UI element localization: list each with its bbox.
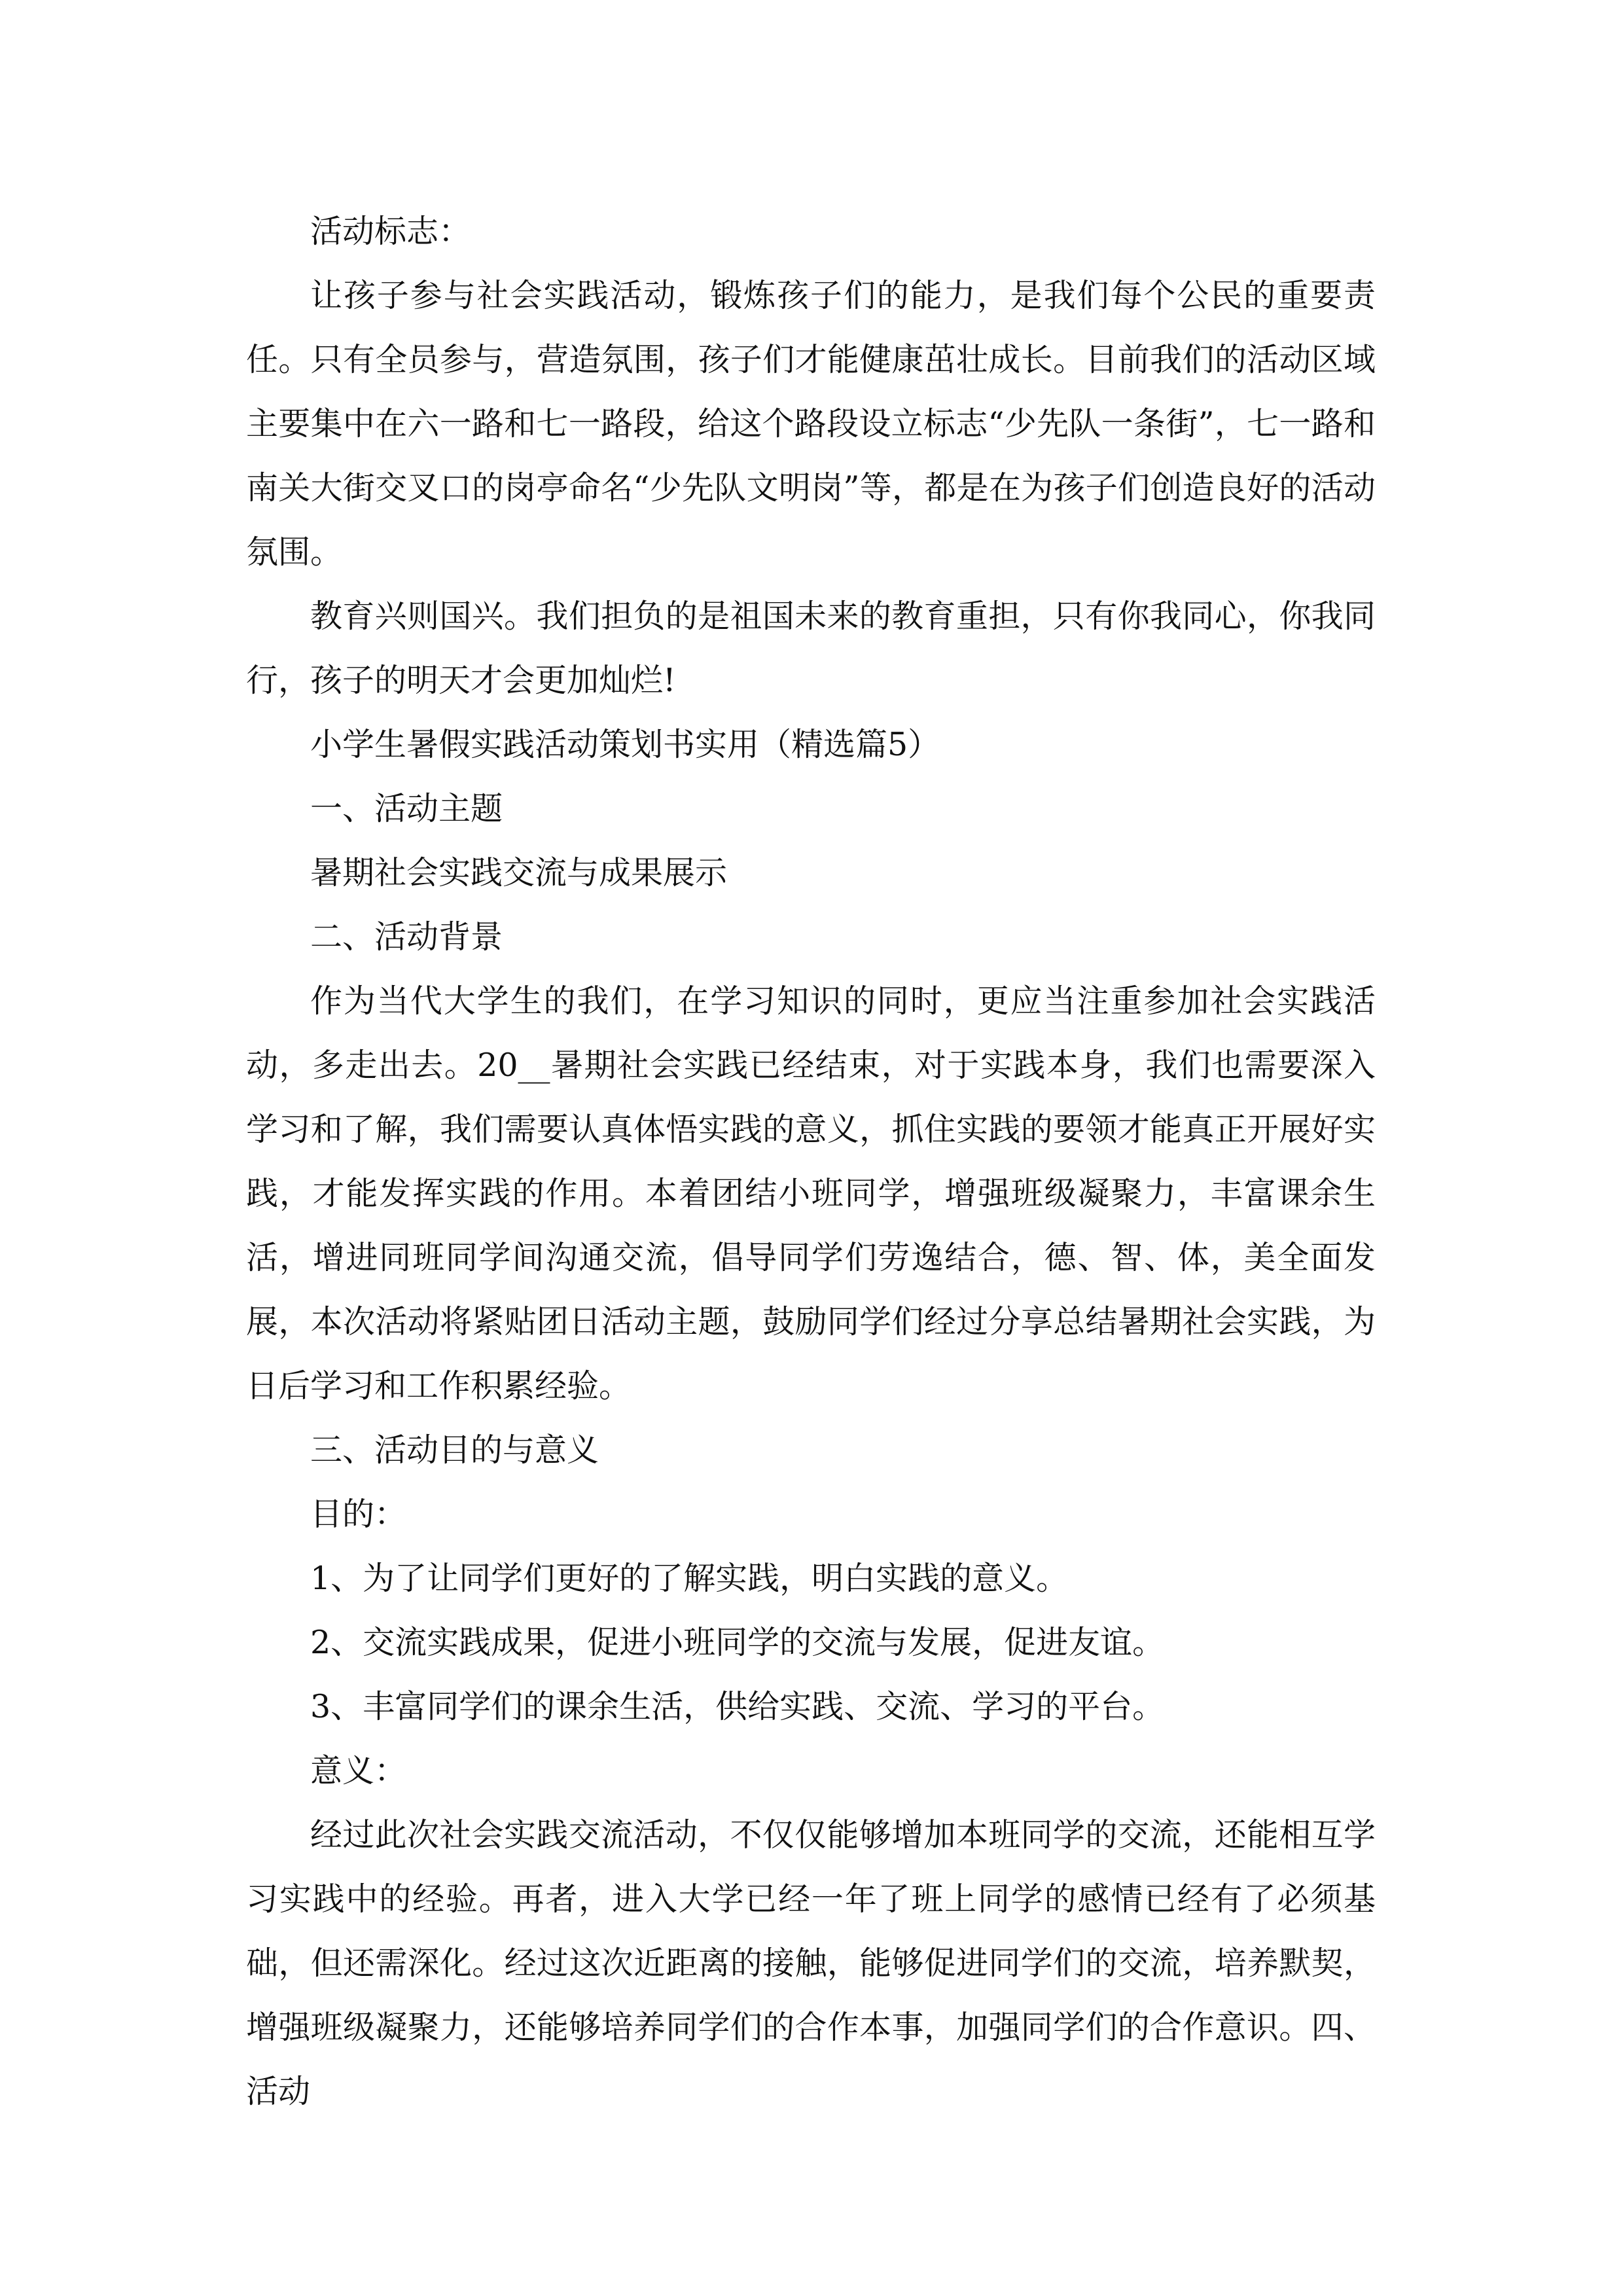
heading-purpose-significance: 三、活动目的与意义 [310, 1431, 599, 1469]
section-title-plan-5: 小学生暑假实践活动策划书实用（精选篇5） [310, 726, 940, 763]
paragraph-significance-body: 经过此次社会实践交流活动，不仅仅能够增加本班同学的交流，还能相互学习实践中的经验。再者，进入大学已经一年了班上同学的感情已经有了必须基础，但还需深化。经过这次近距离的接触，能够促进同学们的交流，培养默契，增强班级凝聚力，还能够培养同学们的合作本事，加强同学们的合作意识。四、活动 [246, 1816, 1376, 2110]
document-body [246, 200, 1376, 2124]
paragraph-theme-text: 暑期社会实践交流与成果展示 [310, 854, 728, 891]
purpose-item-2: 2、交流实践成果，促进小班同学的交流与发展，促进友谊。 [310, 1624, 1165, 1661]
heading-activity-background: 二、活动背景 [310, 918, 503, 956]
purpose-item-1: 1、为了让同学们更好的了解实践，明白实践的意义。 [310, 1560, 1069, 1597]
paragraph-activity-sign-body: 让孩子参与社会实践活动，锻炼孩子们的能力，是我们每个公民的重要责任。只有全员参与，营造氛围，孩子们才能健康茁壮成长。目前我们的活动区域主要集中在六一路和七一路段，给这个路段设立标志“少先队一条街”，七一路和南关大街交叉口的岗亭命名“少先队文明岗”等，都是在为孩子们创造良好的活动氛围。 [246, 277, 1376, 571]
purpose-item-3: 3、丰富同学们的课余生活，供给实践、交流、学习的平台。 [310, 1688, 1165, 1725]
paragraph-education-prospers: 教育兴则国兴。我们担负的是祖国未来的教育重担，只有你我同心，你我同行，孩子的明天才会更加灿烂! [246, 598, 1376, 699]
heading-activity-theme: 一、活动主题 [310, 790, 503, 827]
paragraph-activity-sign-label: 活动标志： [310, 213, 471, 250]
label-purpose: 目的： [310, 1496, 407, 1533]
label-significance: 意义： [310, 1752, 407, 1789]
paragraph-background-body: 作为当代大学生的我们，在学习知识的同时，更应当注重参加社会实践活动，多走出去。20__暑期社会实践已经结束，对于实践本身，我们也需要深入学习和了解，我们需要认真体悟实践的意义，抓住实践的要领才能真正开展好实践，才能发挥实践的作用。本着团结小班同学，增强班级凝聚力，丰富课余生活，增进同班同学间沟通交流，倡导同学们劳逸结合，德、智、体，美全面发展，本次活动将紧贴团日活动主题，鼓励同学们经过分享总结暑期社会实践，为日后学习和工作积累经验。 [246, 982, 1376, 1405]
